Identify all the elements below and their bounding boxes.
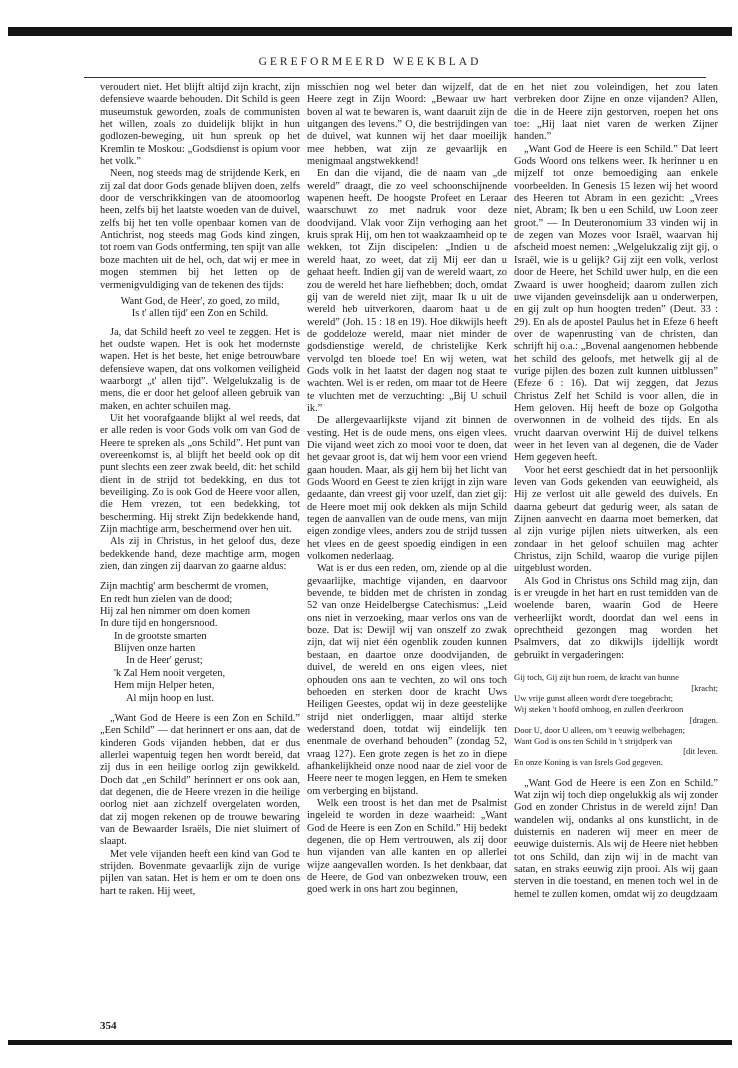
psalm-line: Want God is ons ten Schild in 't strijdperk van — [514, 735, 673, 746]
verse-line: En redt hun zielen van de dood; — [100, 593, 233, 605]
paragraph: Als zij in Christus, in het geloof dus, deze bedekkende hand, deze machtige arm, mogen zien, dan zingen zij daarvan zo gaarne aldus: — [100, 536, 300, 573]
paragraph: Uit het voorafgaande blijkt al wel reeds, dat er alle reden is voor Gods volk om van God de Heere te spreken als „ons Schild”. Het punt van overeenkomst is, al blijft het beeld ook op dit punt slechts een zeer zwak beeld, dit: het schild dient in de strijd tot bedekking, en dus tot beveiliging. Zo is ook God de Heere voor allen, die Hem vrezen, tot een bedekking, tot bescherming. Hij strekt Zijn bedekkende hand, Zijn machtige arm, beschermend over hen uit. — [100, 412, 300, 536]
masthead: GEREFORMEERD WEEKBLAD — [258, 56, 482, 68]
bottom-rule — [8, 1040, 732, 1045]
verse-line: Hem mijn Helper heten, — [114, 680, 215, 692]
verse-quote — [100, 581, 300, 704]
verse-line: Hij zal hen nimmer om doen komen — [100, 606, 251, 618]
paragraph: Wat is er dus een reden, om, ziende op al die gevaarlijke, machtige vijanden, en daarvoor bevende, te bidden met de christen in zondag 52 van onze Heidelbergse Catechismus: „Leid ons niet in verzoeking, maar verlos ons van de boze. Dat is: Dewijl wij van onszelf zo zwak zijn, dat wij niet één ogenblik zouden kunnen bestaan, en daartoe onze doodvijanden, de duivel, de wereld en ons eigen vlees, niet ophouden ons aan te vechten, zo wil ons toch behoeden en sterken door de kracht Uws Heiligen Geestes, opdat wij in deze geestelijke strijd niet onderliggen, maar altijd sterke wederstand doen, totdat wij eindelijk ten enenmale de overhand behouden” (zondag 52, vraag 127). Een grote zegen is het zo in diepe afhankelijkheid onze nood naar de ziel voor de Heere neer te mogen leggen, en Hem te smeken om verberging en bijstand. — [307, 563, 507, 797]
page-number: 354 — [100, 1020, 117, 1032]
paragraph: Met vele vijanden heeft een kind van God te strijden. Bovenmate gevaarlijk zijn de vurige pijlen van satan. Het is hem er om te doen ons hart te raken. Hij weet, — [100, 848, 300, 897]
paragraph: „Want God de Heere is een Schild.” Dat leert Gods Woord ons telkens weer. Ik herinner u en mijzelf tot onze bemoediging aan enkele voorbeelden. In Genesis 15 lezen wij het woord des Heeren tot Abram in een gezicht: „Vrees niet, Abram; Ik ben u een Schild, uw Loon zeer groot.” — In Deuteronomium 33 vinden wij in de zegen van Mozes voor Israël, waarvan hij afscheid moest nemen: „Welgelukzalig zijt gij, o Israël, wie is u gelijk? Gij zijt een volk, verlost door de Heere, het Schild uwer hulp, en die een Zwaard is uwer hoogheid; daarom zullen zich uwe vijanden geveinsdelijk aan u onderwerpen, en gij zult op hun hoogten treden” (Deut. 33 : 29). En als de apostel Paulus het in Efeze 6 heeft over de wapenrusting van de christen, dan schrijft hij o.a.: „Bovenal aangenomen hebbende het schild des geloofs, met hetwelk gij al de vurige pijlen des bozen zult kunnen uitblussen” (Efeze 6 : 16). Dat wij zeggen, dat Jezus Christus Zelf het Schild is voor allen, die in Hem geloven. Hij heeft de boze op Golgotha overwonnen in de volheid des tijds. En als vrucht daarvan overwint Hij de duivel telkens weer in het leven van al degenen, die de Vader Hem gegeven heeft. — [514, 143, 718, 464]
paragraph: Welk een troost is het dan met de Psalmist ingeleid te worden in deze waarheid: „Want God de Heere is een Zon en Schild.” Hij bedekt degenen, die op Hem vertrouwen, als zij door hun vijanden van alle kanten en op allerlei wijze aangevallen worden. Is het denkbaar, dat de Heere, de God van onbezweken trouw, een goed werk in ons hart zou beginnen, — [307, 797, 507, 896]
psalm-line: Gij toch, Gij zijt hun roem, de kracht van hunne — [514, 672, 679, 683]
paragraph: Voor het eerst geschiedt dat in het persoonlijk leven van Gods gekenden van eeuwigheid, als Hij ze verlost uit alle geweld des duivels. En daarna gebeurt dat gedurig weer, als satan de Zijnen aanvecht en daarna moet bemerken, dat al zijn vurige pijlen niets uitwerken, als een zondaar in het geloof schuilen mag achter Christus, zijn Schild, waarop die vurige pijlen uitgeblust worden. — [514, 464, 718, 575]
paragraph: „Want God de Heere is een Zon en Schild.” „Een Schild” — dat herinnert er ons aan, dat de kinderen Gods vijanden hebben, dat er dus allerlei wapentuig tegen hen wordt bereid, dat zij dus in een heilige oorlog zijn gewikkeld. Doch dat „en Schild” herinnert er ons ook aan, dat degenen, die de Heere vrezen in die heilige oorlog niet aan zichzelf overgelaten worden, dat zij mogen rekenen op de trouwe bewaring van de Bewaarder Israëls, Die niet sluimert of slaapt. — [100, 712, 300, 848]
paragraph: Neen, nog steeds mag de strijdende Kerk, en zij zal dat door Gods genade blijven doen, zelfs door de verschrikkingen van de atoomoorlog heen, zelfs bij het laatste woeden van de duivel, zelfs bij het ten volle openbaar komen van de Antichrist, nog steeds mag Gods kind zingen, tot roem van Gods ontferming, ten spijt van alle boze machten uit de hel, och, dat wij er mee in mogen stemmen bij het letten op de vermenigvuldiging van de tekenen des tijds: — [100, 168, 300, 291]
column-3 — [514, 82, 718, 1032]
top-rule — [8, 27, 732, 36]
paragraph: veroudert niet. Het blijft altijd zijn kracht, zijn defensieve waarde behouden. Dit Schild is geen museumstuk geworden, zoals de communisten het willen, zoals zo duidelijk blijkt in hun godlozen-beweging, uit hun spreuk op het Kremlin te Moskou: „Godsdienst is opium voor het volk.” — [100, 82, 300, 168]
verse-line: In de Heer' gerust; — [126, 655, 203, 667]
verse-line: In dure tijd en hongersnood. — [100, 618, 218, 630]
verse-line: Is t' allen tijd' een Zon en Schild. — [131, 308, 269, 320]
header-rule — [84, 77, 706, 78]
verse-quote — [100, 296, 300, 321]
paragraph: En dan die vijand, die de naam van „de wereld” draagt, die zo veel schoonschijnende wapenen heeft. De hoogste Profeet en Leraar waarschuwt zo met nadruk voor deze doodvijand. Vlak voor Zijn verhoging aan het kruis sprak Hij, om hen tot waakzaamheid op te wekken, tot Zijn discipelen: „Indien u de wereld haat, zo weet, dat zij Mij eer dan u gehaat heeft. Indien gij van de wereld waart, zo zou de wereld het hare liefhebben; doch, omdat gij van de wereld niet zijt, maar Ik u uit de wereld heb uitverkoren, daarom haat u de wereld” (Joh. 15 : 18 en 19). Hoe dikwijls heeft de goddeloze wereld, maar niet minder de godsdienstige wereld, de christelijke Kerk vervolgd ten bloede toe! En wij weten, wat Gods volk in het laatst der dagen nog staat te wachten. Wel is er reden, om maar tot de Heere te vluchten met de verzuchting: „Bij U schuil ik.” — [307, 168, 507, 414]
paragraph: en het niet zou voleindigen, het zou laten verbreken door Zijne en onze vijanden? Allen, die in de Heere zijn gestorven, roepen het ons toe: „Hij laat niet varen de werken Zijner handen.” — [514, 82, 718, 143]
psalm-line: Uw vrije gunst alleen wordt d'ere toegebracht; — [514, 693, 674, 704]
psalm-quote — [514, 672, 718, 767]
psalm-line: Door U, door U alleen, om 't eeuwig welbehagen; — [514, 725, 685, 736]
column-1 — [100, 82, 300, 1004]
paragraph: Ja, dat Schild heeft zo veel te zeggen. Het is het oudste wapen. Het is ook het modernste wapen. Het is het beste, het enige betrouwbare defensieve wapen, dat ons volkomen veiligheid waarborgt „t' allen tijd”. Welgelukzalig is de mens, die er door het geloof alleen gebruik van maken, en achter schuilen mag. — [100, 326, 300, 412]
verse-line: Blijven onze harten — [114, 643, 196, 655]
psalm-line: En onze Koning is van Isrels God gegeven. — [514, 756, 663, 767]
verse-line: In de grootste smarten — [114, 630, 207, 642]
psalm-line-continuation: [dit leven. — [683, 746, 718, 757]
verse-line: 'k Zal Hem nooit vergeten, — [114, 667, 226, 679]
psalm-line: Wij steken 't hoofd omhoog, en zullen d'eerkroon — [514, 703, 684, 714]
paragraph: „Want God de Heere is een Zon en Schild.” Wat zijn wij toch diep ongelukkig als wij zonder God en zonder Christus in de wereld zijn! Dan wandelen wij, ondanks al ons kunstlicht, in de duisternis en naderen wij meer en meer de eeuwige duisternis. Als wij de Heere niet hebben tot ons Schild, dan zijn wij in de macht van satan, en straks eeuwig zijn prooi. Als wij gaan sterven in die toestand, en menen toch wel in de hemel te zullen komen, omdat wij zo deugdzaam — [514, 777, 718, 900]
psalm-line-continuation: [dragen. — [689, 714, 718, 725]
verse-line: Want God, de Heer', zo goed, zo mild, — [120, 295, 280, 307]
psalm-line-continuation: [kracht; — [691, 682, 718, 693]
paragraph: misschien nog wel beter dan wijzelf, dat de Heere zegt in Zijn Woord: „Bewaar uw hart boven al wat te bewaren is, want daaruit zijn de uitgangen des levens.” O, die bestrijdingen van de duivel, wat kunnen wij het daar moeilijk mee hebben, wat zijn ze gevaarlijk en menigmaal angstwekkend! — [307, 82, 507, 168]
verse-line: Al mijn hoop en lust. — [126, 692, 215, 704]
paragraph: Als God in Christus ons Schild mag zijn, dan is er vreugde in het hart en rust temidden van de woelende baren, waarin God de Heere verheerlijkt wordt, doordat dan wel eens in oprechtheid gezongen mag worden het Psalmvers, dat zo dikwijls ijdellijk wordt gebruikt in vergaderingen: — [514, 575, 718, 661]
verse-line: Zijn machtig' arm beschermt de vromen, — [100, 581, 269, 593]
paragraph: De allergevaarlijkste vijand zit binnen de vesting. Het is de oude mens, ons eigen vlees. Die vijand weet zich zo mooi voor te doen, dat het gevaar groot is, dat wij hem voor een vriend gaan houden. Maar, als gij hem bij het licht van Gods Woord en Geest te zien krijgt in zijn ware gedaante, dan vreest gij voor uzelf, dan ziet gij: de Heere moet mij ook dekken als mijn Schild tegen de aanvallen van de oude mens, van mijn eigen zondige vlees, anders zou de strijd tussen het vlees en de geest spoedig eindigen in een volkomen nederlaag. — [307, 415, 507, 563]
column-2 — [307, 82, 507, 982]
